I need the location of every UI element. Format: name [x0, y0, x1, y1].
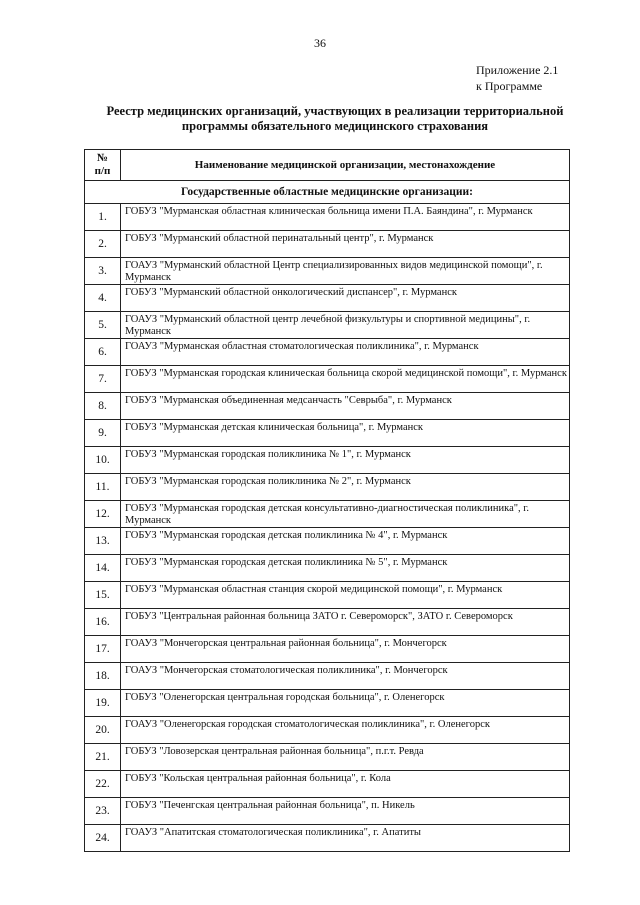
- table-row: [85, 609, 570, 636]
- table-row: [85, 771, 570, 798]
- organization-name: ГОБУЗ "Мурманская городская поликлиника № 1", г. Мурманск: [121, 447, 570, 474]
- table-row: [85, 231, 570, 258]
- organization-name: ГОБУЗ "Мурманская детская клиническая больница", г. Мурманск: [121, 420, 570, 447]
- document-title: [70, 104, 600, 134]
- registry-table: [84, 149, 570, 852]
- row-number: 17.: [85, 636, 121, 663]
- header-number-sign: №: [96, 152, 109, 164]
- row-number: 15.: [85, 582, 121, 609]
- table-row: [85, 474, 570, 501]
- table-row: [85, 798, 570, 825]
- table-row: [85, 366, 570, 393]
- appendix-line-2: к Программе: [476, 79, 543, 93]
- table-row: [85, 204, 570, 231]
- row-number: 16.: [85, 609, 121, 636]
- row-number: 2.: [85, 231, 121, 258]
- row-number: 6.: [85, 339, 121, 366]
- organization-name: ГОБУЗ "Мурманская городская клиническая больница скорой медицинской помощи", г. Мурманск: [121, 366, 570, 393]
- row-number: 13.: [85, 528, 121, 555]
- organization-name: ГОАУЗ "Мончегорская стоматологическая поликлиника", г. Мончегорск: [121, 663, 570, 690]
- header-number-abbr: п/п: [94, 165, 111, 177]
- organization-name: ГОБУЗ "Мурманская объединенная медсанчасть "Севрыба", г. Мурманск: [121, 393, 570, 420]
- organization-name: ГОБУЗ "Мурманская городская детская поликлиника № 4", г. Мурманск: [121, 528, 570, 555]
- organization-name: ГОАУЗ "Апатитская стоматологическая поликлиника", г. Апатиты: [121, 825, 570, 852]
- table-row: [85, 339, 570, 366]
- title-line-1: Реестр медицинских организаций, участвующих в реализации территориальной: [106, 104, 564, 118]
- table-row: [85, 636, 570, 663]
- table-row: [85, 690, 570, 717]
- organization-name: ГОБУЗ "Печенгская центральная районная больница", п. Никель: [121, 798, 570, 825]
- row-number: 9.: [85, 420, 121, 447]
- row-number: 1.: [85, 204, 121, 231]
- organization-name: ГОАУЗ "Мурманский областной Центр специализированных видов медицинской помощи", г. Мурманск: [121, 258, 570, 285]
- row-number: 19.: [85, 690, 121, 717]
- row-number: 20.: [85, 717, 121, 744]
- organization-name: ГОБУЗ "Мурманская городская детская консультативно-диагностическая поликлиника", г. Мурманск: [121, 501, 570, 528]
- appendix-reference: [476, 62, 558, 94]
- row-number: 24.: [85, 825, 121, 852]
- organization-name: ГОАУЗ "Мурманский областной центр лечебной физкультуры и спортивной медицины", г. Мурманск: [121, 312, 570, 339]
- row-number: 23.: [85, 798, 121, 825]
- row-number: 12.: [85, 501, 121, 528]
- section-title: Государственные областные медицинские организации:: [85, 181, 570, 204]
- table-row: [85, 258, 570, 285]
- organization-name: ГОБУЗ "Мурманский областной перинатальный центр", г. Мурманск: [121, 231, 570, 258]
- title-line-2: программы обязательного медицинского страхования: [181, 119, 489, 133]
- organization-name: ГОБУЗ "Ловозерская центральная районная больница", п.г.т. Ревда: [121, 744, 570, 771]
- table-row: [85, 555, 570, 582]
- organization-name: ГОБУЗ "Мурманская городская поликлиника № 2", г. Мурманск: [121, 474, 570, 501]
- header-number: [85, 150, 121, 181]
- row-number: 21.: [85, 744, 121, 771]
- organization-name: ГОБУЗ "Мурманский областной онкологический диспансер", г. Мурманск: [121, 285, 570, 312]
- table-row: [85, 825, 570, 852]
- row-number: 11.: [85, 474, 121, 501]
- appendix-line-1: Приложение 2.1: [476, 63, 559, 77]
- table-row: [85, 663, 570, 690]
- organization-name: ГОАУЗ "Оленегорская городская стоматологическая поликлиника", г. Оленегорск: [121, 717, 570, 744]
- header-name: Наименование медицинской организации, местонахождение: [121, 150, 570, 181]
- row-number: 3.: [85, 258, 121, 285]
- row-number: 4.: [85, 285, 121, 312]
- table-row: [85, 744, 570, 771]
- table-row: [85, 717, 570, 744]
- table-row: [85, 528, 570, 555]
- section-row: [85, 181, 570, 204]
- organization-name: ГОБУЗ "Центральная районная больница ЗАТО г. Североморск", ЗАТО г. Североморск: [121, 609, 570, 636]
- table-row: [85, 501, 570, 528]
- page-number: 36: [314, 36, 326, 50]
- organization-name: ГОАУЗ "Мончегорская центральная районная больница", г. Мончегорск: [121, 636, 570, 663]
- table-row: [85, 582, 570, 609]
- organization-name: ГОБУЗ "Мурманская областная станция скорой медицинской помощи", г. Мурманск: [121, 582, 570, 609]
- row-number: 22.: [85, 771, 121, 798]
- row-number: 10.: [85, 447, 121, 474]
- row-number: 8.: [85, 393, 121, 420]
- row-number: 7.: [85, 366, 121, 393]
- table-row: [85, 312, 570, 339]
- organization-name: ГОБУЗ "Оленегорская центральная городская больница", г. Оленегорск: [121, 690, 570, 717]
- organization-name: ГОБУЗ "Кольская центральная районная больница", г. Кола: [121, 771, 570, 798]
- table-row: [85, 393, 570, 420]
- table-row: [85, 420, 570, 447]
- organization-name: ГОБУЗ "Мурманская городская детская поликлиника № 5", г. Мурманск: [121, 555, 570, 582]
- organization-name: ГОБУЗ "Мурманская областная клиническая больница имени П.А. Баяндина", г. Мурманск: [121, 204, 570, 231]
- row-number: 5.: [85, 312, 121, 339]
- row-number: 14.: [85, 555, 121, 582]
- table-row: [85, 285, 570, 312]
- organization-name: ГОАУЗ "Мурманская областная стоматологическая поликлиника", г. Мурманск: [121, 339, 570, 366]
- row-number: 18.: [85, 663, 121, 690]
- table-header-row: [85, 150, 570, 181]
- table-row: [85, 447, 570, 474]
